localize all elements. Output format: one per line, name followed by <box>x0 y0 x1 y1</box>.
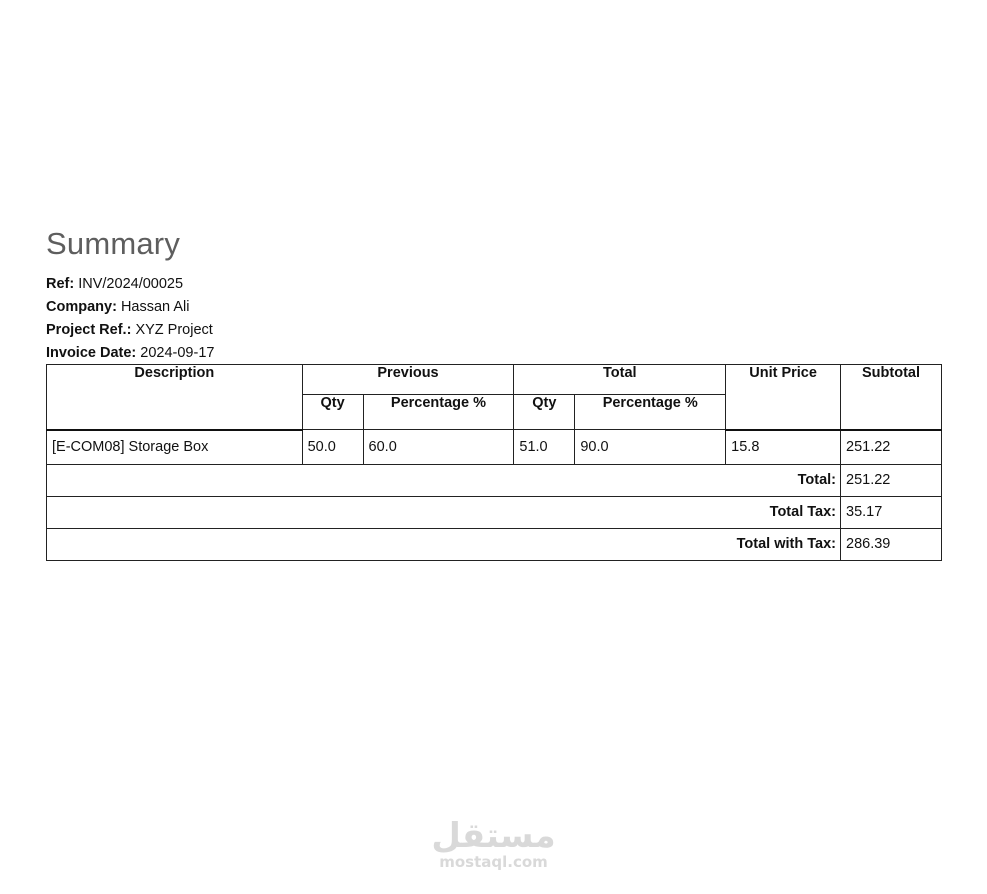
invoice-date-label: Invoice Date: <box>46 345 137 361</box>
total-tax-label: Total Tax: <box>47 496 841 528</box>
cell-total-qty: 51.0 <box>514 430 575 465</box>
page-title: Summary <box>46 226 181 261</box>
cell-unit-price: 15.8 <box>726 430 841 465</box>
total-with-tax-row <box>47 528 942 560</box>
header-total-percentage: Percentage % <box>575 395 726 430</box>
cell-previous-percentage: 60.0 <box>363 430 514 465</box>
project-value: XYZ Project <box>135 322 213 338</box>
header-total-qty: Qty <box>514 395 575 430</box>
project-label: Project Ref.: <box>46 322 132 338</box>
header-subtotal: Subtotal <box>841 365 942 430</box>
total-label: Total: <box>47 464 841 496</box>
invoice-meta <box>46 273 214 365</box>
table-row <box>47 430 942 465</box>
total-row <box>47 464 942 496</box>
ref-label: Ref: <box>46 276 75 292</box>
total-tax-row <box>47 496 942 528</box>
company-value: Hassan Ali <box>120 299 190 315</box>
ref-value: INV/2024/00025 <box>78 276 184 292</box>
total-tax-value: 35.17 <box>841 496 942 528</box>
cell-subtotal: 251.22 <box>841 430 942 465</box>
header-total: Total <box>514 365 726 395</box>
header-previous: Previous <box>302 365 514 395</box>
cell-total-percentage: 90.0 <box>575 430 726 465</box>
invoice-date-value: 2024-09-17 <box>140 345 215 361</box>
cell-previous-qty: 50.0 <box>302 430 363 465</box>
invoice-date-row <box>46 342 214 365</box>
ref-row <box>46 273 214 296</box>
cell-description: [E-COM08] Storage Box <box>47 430 303 465</box>
total-value: 251.22 <box>841 464 942 496</box>
header-previous-qty: Qty <box>302 395 363 430</box>
watermark-arabic: مستقل <box>431 816 556 856</box>
total-with-tax-value: 286.39 <box>841 528 942 560</box>
watermark-domain: mostaql.com <box>439 853 548 871</box>
header-previous-percentage: Percentage % <box>363 395 514 430</box>
company-label: Company: <box>46 299 117 315</box>
invoice-table <box>46 364 942 561</box>
total-with-tax-label: Total with Tax: <box>47 528 841 560</box>
project-row <box>46 319 214 342</box>
watermark <box>0 818 987 870</box>
header-description: Description <box>47 365 303 430</box>
header-unit-price: Unit Price <box>726 365 841 430</box>
company-row <box>46 296 214 319</box>
